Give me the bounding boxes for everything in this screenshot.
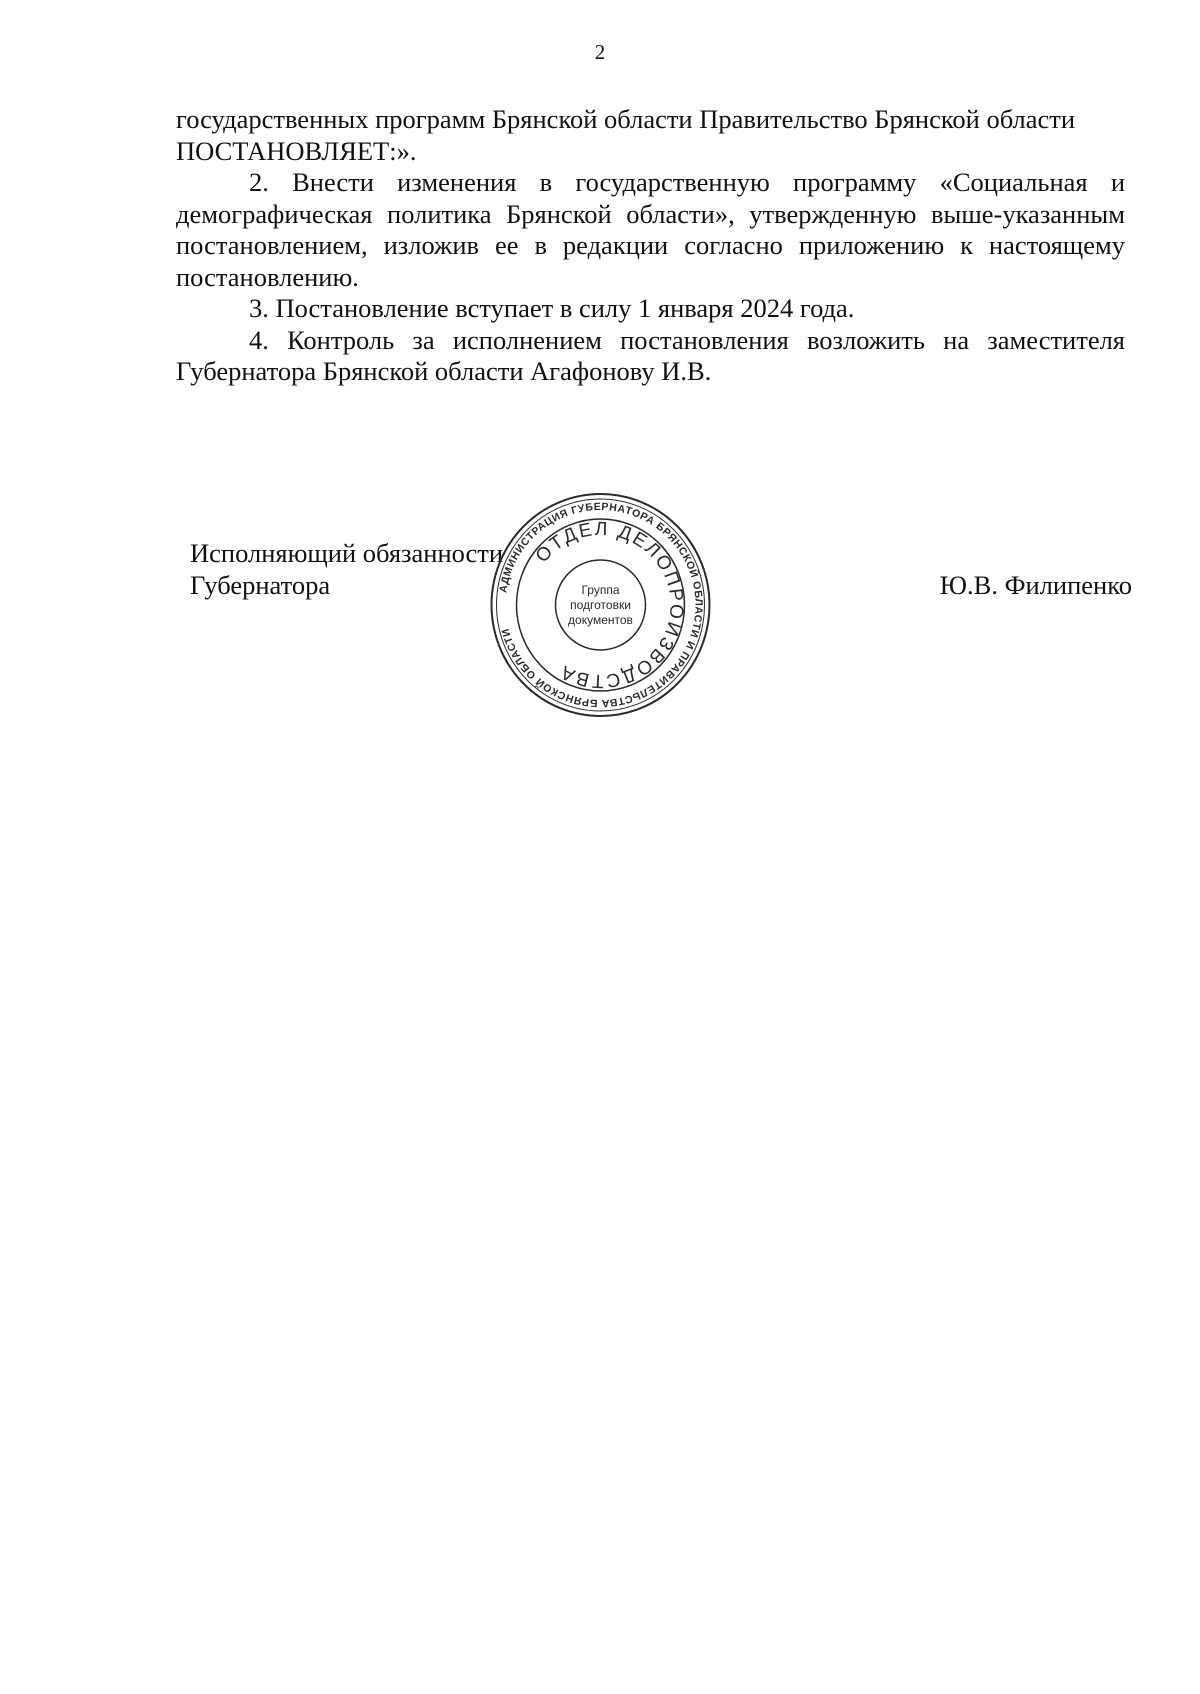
stamp-center-line2: подготовки — [570, 598, 631, 612]
signatory-name: Ю.В. Филипенко — [939, 570, 1132, 600]
page-number: 2 — [594, 40, 606, 64]
paragraph-item-2: 2. Внести изменения в государственную программу «Социальная и демографическая политика Брянской области», утвержденную выше-указанным постановлением, изложив ее в редакции согласно приложению к настоящему постановлению. — [176, 167, 1125, 292]
stamp-outer-text-path: АДМИНИСТРАЦИЯ ГУБЕРНАТОРА БРЯНСКОЙ ОБЛАСТИ И ПРАВИТЕЛЬСТВА БРЯНСКОЙ ОБЛАСТИ — [497, 500, 705, 710]
signatory-title-line2: Губернатора — [190, 570, 331, 600]
document-body — [176, 104, 1125, 388]
stamp-ring-text-path: ОТДЕЛ ДЕЛОПРОИЗВОДСТВА — [531, 518, 687, 692]
stamp-center-line1: Группа — [581, 583, 620, 597]
paragraph-resolves: ПОСТАНОВЛЯЕТ:». — [176, 135, 417, 166]
paragraph-intro: государственных программ Брянской области Правительство Брянской области — [176, 104, 1076, 134]
official-stamp — [488, 490, 713, 720]
signatory-title — [190, 537, 503, 601]
stamp-center-line3: документов — [568, 613, 633, 627]
paragraph-item-3: 3. Постановление вступает в силу 1 января 2024 года. — [249, 293, 855, 323]
paragraph-item-4: 4. Контроль за исполнением постановления возложить на заместителя Губернатора Брянской области Агафонову И.В. — [176, 324, 1125, 386]
signatory-title-line1: Исполняющий обязанности — [190, 538, 504, 568]
